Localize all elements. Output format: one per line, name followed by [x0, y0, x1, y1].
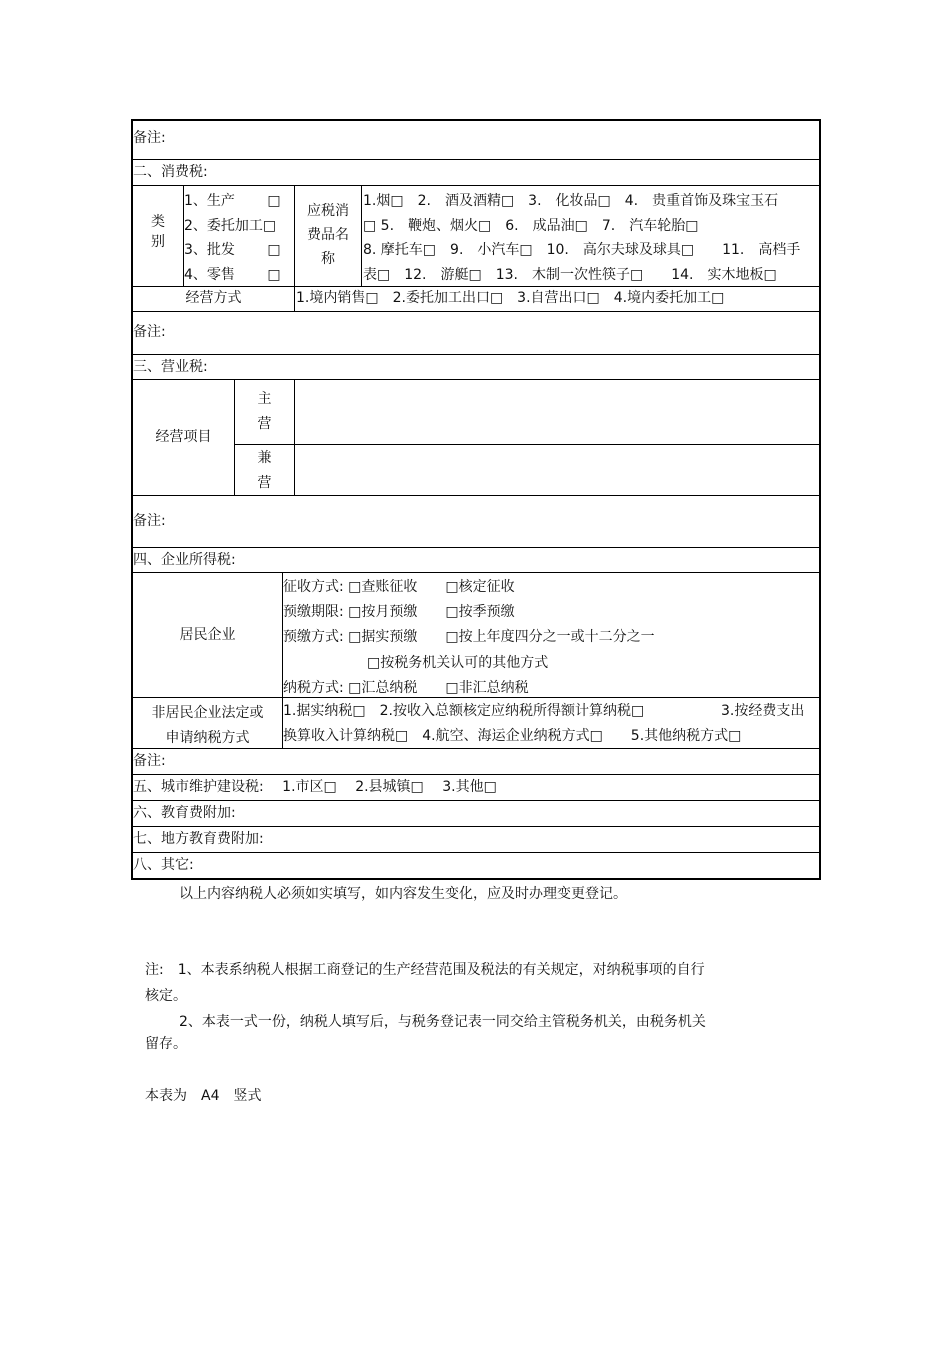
product-line[interactable]: 8. 摩托车□ 9. 小汽车□ 10. 高尔夫球及球具□ 11. 高档手: [363, 242, 801, 258]
row-divider: [133, 547, 819, 548]
consumption-tax-title: 二、消费税:: [133, 164, 208, 180]
main-business-field[interactable]: [295, 380, 821, 444]
row-divider: [133, 826, 819, 827]
remark-label: 备注:: [133, 130, 166, 146]
nonresident-option-line[interactable]: 1.据实纳税□ 2.按收入总额核定应纳税所得额计算纳税□: [283, 703, 645, 719]
product-options[interactable]: [363, 189, 800, 287]
category-options[interactable]: [184, 189, 281, 287]
business-tax-title: 三、营业税:: [133, 359, 208, 375]
format-note: 本表为 A4 竖式: [145, 1088, 262, 1104]
local-education-surcharge: 七、地方教育费附加:: [133, 831, 264, 847]
other-taxes: 八、其它:: [133, 857, 194, 873]
tax-form-table: [131, 119, 821, 880]
collection-method[interactable]: 征收方式: □查账征收 □核定征收: [283, 579, 515, 595]
col-divider: [361, 185, 362, 286]
nonresident-option-line[interactable]: 换算收入计算纳税□ 4.航空、海运企业纳税方式□ 5.其他纳税方式□: [283, 728, 742, 744]
category-wholesale[interactable]: 3、批发 □: [184, 242, 281, 258]
note-1-line-1: 注: 1、本表系纳税人根据工商登记的生产经营范围及税法的有关规定，对纳税事项的自行: [145, 962, 705, 978]
business-item-label: 经营项目: [155, 429, 212, 445]
category-commission[interactable]: 2、委托加工□: [184, 217, 277, 234]
row-divider: [133, 572, 819, 573]
row-divider: [133, 185, 819, 186]
note-1-line-2: 核定。: [145, 988, 187, 1004]
education-surcharge: 六、教育费附加:: [133, 805, 236, 821]
remark-label: 备注:: [133, 513, 166, 529]
row-divider: [133, 852, 819, 853]
nonresident-label: 非居民企业法定或 申请纳税方式: [151, 705, 264, 746]
fill-instruction: 以上内容纳税人必须如实填写，如内容发生变化，应及时办理变更登记。: [179, 886, 627, 902]
resident-options[interactable]: [283, 575, 655, 701]
remark-label: 备注:: [133, 324, 166, 340]
side-business-label: 兼 营: [257, 450, 272, 491]
row-divider: [133, 311, 819, 312]
row-divider: [133, 159, 819, 160]
note-2-line-1: 2、本表一式一份，纳税人填写后，与税务登记表一同交给主管税务机关，由税务机关: [179, 1014, 706, 1030]
product-line[interactable]: 1.烟□ 2. 酒及酒精□ 3. 化妆品□ 4. 贵重首饰及珠宝玉石: [363, 193, 779, 209]
resident-enterprise-label: 居民企业: [179, 627, 236, 643]
urban-construction-tax[interactable]: 五、城市维护建设税: 1.市区□ 2.县城镇□ 3.其他□: [133, 779, 497, 795]
note-2-line-2: 留存。: [145, 1036, 187, 1052]
prepay-method[interactable]: 预缴方式: □据实预缴 □按上年度四分之一或十二分之一: [283, 629, 655, 646]
main-business-label: 主 营: [257, 391, 272, 432]
nonresident-option-line[interactable]: 3.按经费支出: [721, 703, 805, 719]
side-business-field[interactable]: [295, 445, 821, 495]
row-divider: [133, 774, 819, 775]
product-line[interactable]: 表□ 12. 游艇□ 13. 木制一次性筷子□ 14. 实木地板□: [363, 266, 777, 283]
prepay-period[interactable]: 预缴期限: □按月预缴 □按季预缴: [283, 604, 515, 621]
row-divider: [133, 800, 819, 801]
payment-method[interactable]: 纳税方式: □汇总纳税 □非汇总纳税: [283, 679, 529, 696]
row-divider: [133, 354, 819, 355]
business-mode-label: 经营方式: [185, 290, 242, 306]
business-mode-options[interactable]: 1.境内销售□ 2.委托加工出口□ 3.自营出口□ 4.境内委托加工□: [296, 290, 725, 306]
prepay-method-other[interactable]: □按税务机关认可的其他方式: [367, 654, 549, 671]
category-production[interactable]: 1、生产 □: [184, 193, 281, 209]
income-tax-title: 四、企业所得税:: [133, 552, 236, 568]
product-line[interactable]: □ 5. 鞭炮、烟火□ 6. 成品油□ 7. 汽车轮胎□: [363, 217, 699, 234]
product-name-label: 应税消 费品名 称: [307, 203, 349, 267]
category-label: 类 别: [151, 214, 165, 250]
remark-label: 备注:: [133, 753, 166, 769]
category-retail[interactable]: 4、零售 □: [184, 266, 281, 283]
